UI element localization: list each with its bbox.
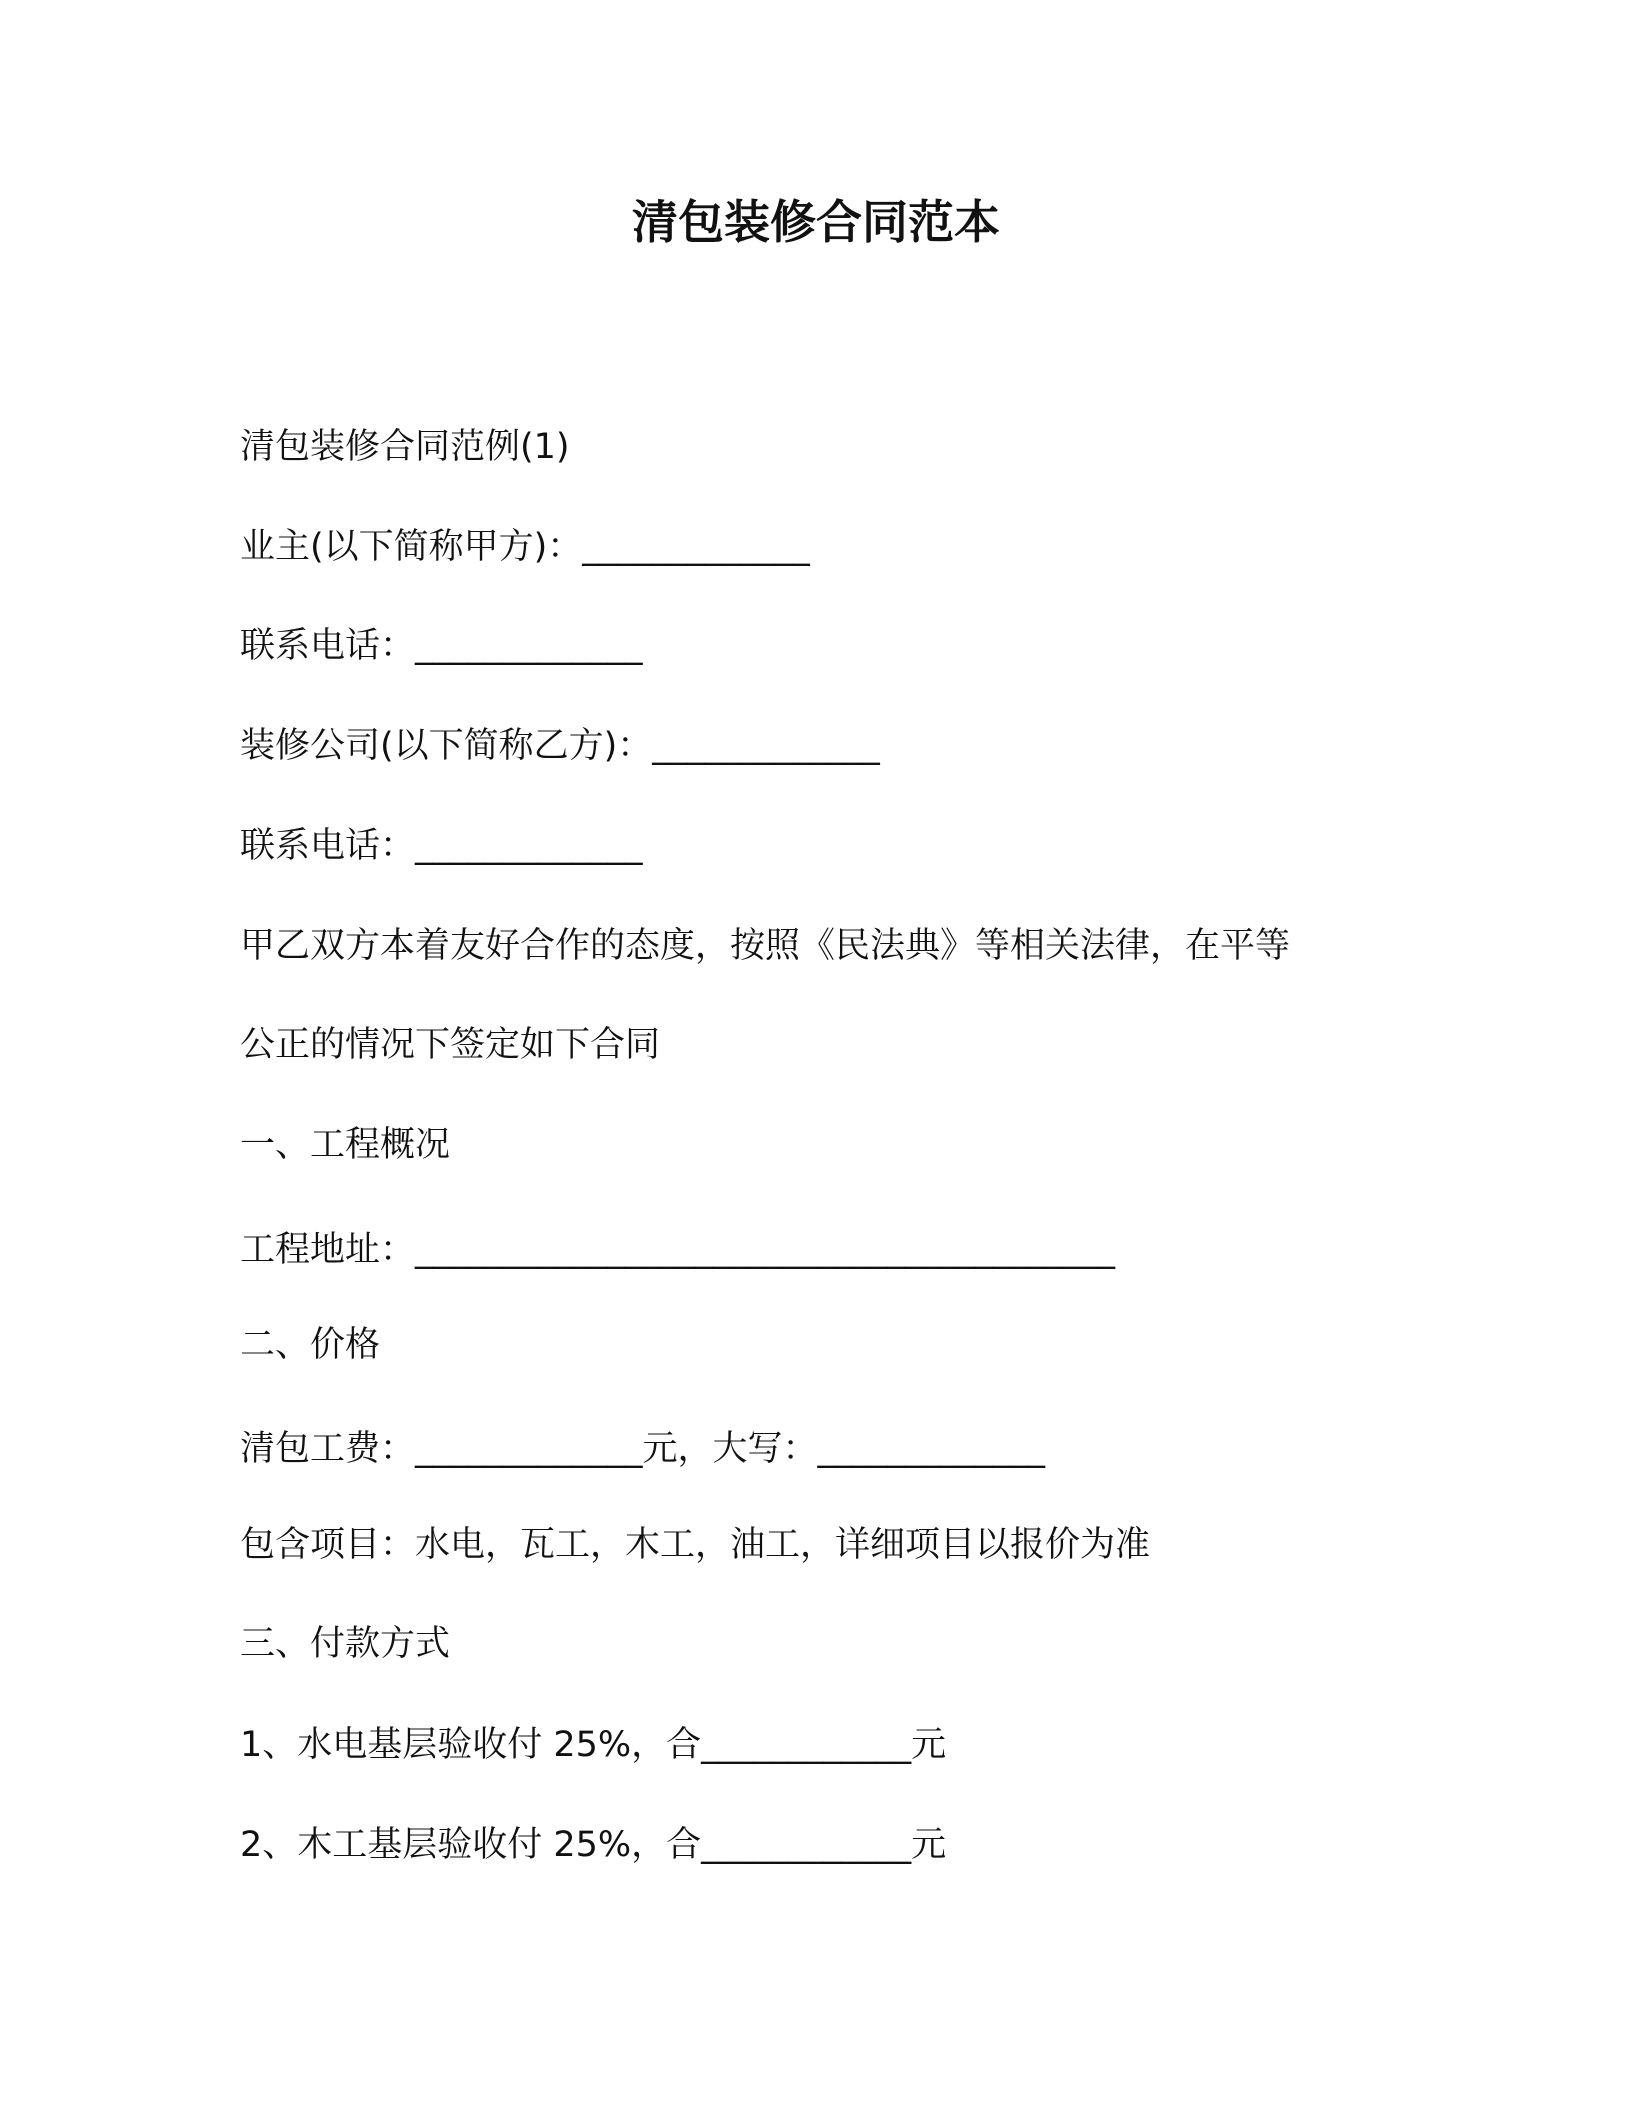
section-heading-project: 一、工程概况 [240,1125,451,1165]
payment-item-2: 2、木工基层验收付 25%，合____________元 [240,1825,947,1865]
party-a-phone-field: 联系电话：_____________ [240,626,643,666]
payment-item-1: 1、水电基层验收付 25%，合____________元 [240,1725,947,1765]
project-address-field: 工程地址：________________________________________ [240,1230,1116,1270]
document-title: 清包装修合同范本 [632,195,1000,249]
contract-subtitle: 清包装修合同范例(1) [240,427,570,467]
party-a-field: 业主(以下简称甲方)：_____________ [240,527,810,567]
preamble-line-2: 公正的情况下签定如下合同 [240,1025,661,1065]
included-items-line: 包含项目：水电，瓦工，木工，油工，详细项目以报价为准 [240,1525,1151,1565]
section-heading-payment: 三、付款方式 [240,1624,451,1664]
section-heading-price: 二、价格 [240,1325,381,1365]
labor-fee-field: 清包工费：_____________元，大写：_____________ [240,1429,1046,1469]
party-b-field: 装修公司(以下简称乙方)：_____________ [240,726,880,766]
party-b-phone-field: 联系电话：_____________ [240,826,643,866]
preamble-line-1: 甲乙双方本着友好合作的态度，按照《民法典》等相关法律，在平等 [240,926,1291,966]
